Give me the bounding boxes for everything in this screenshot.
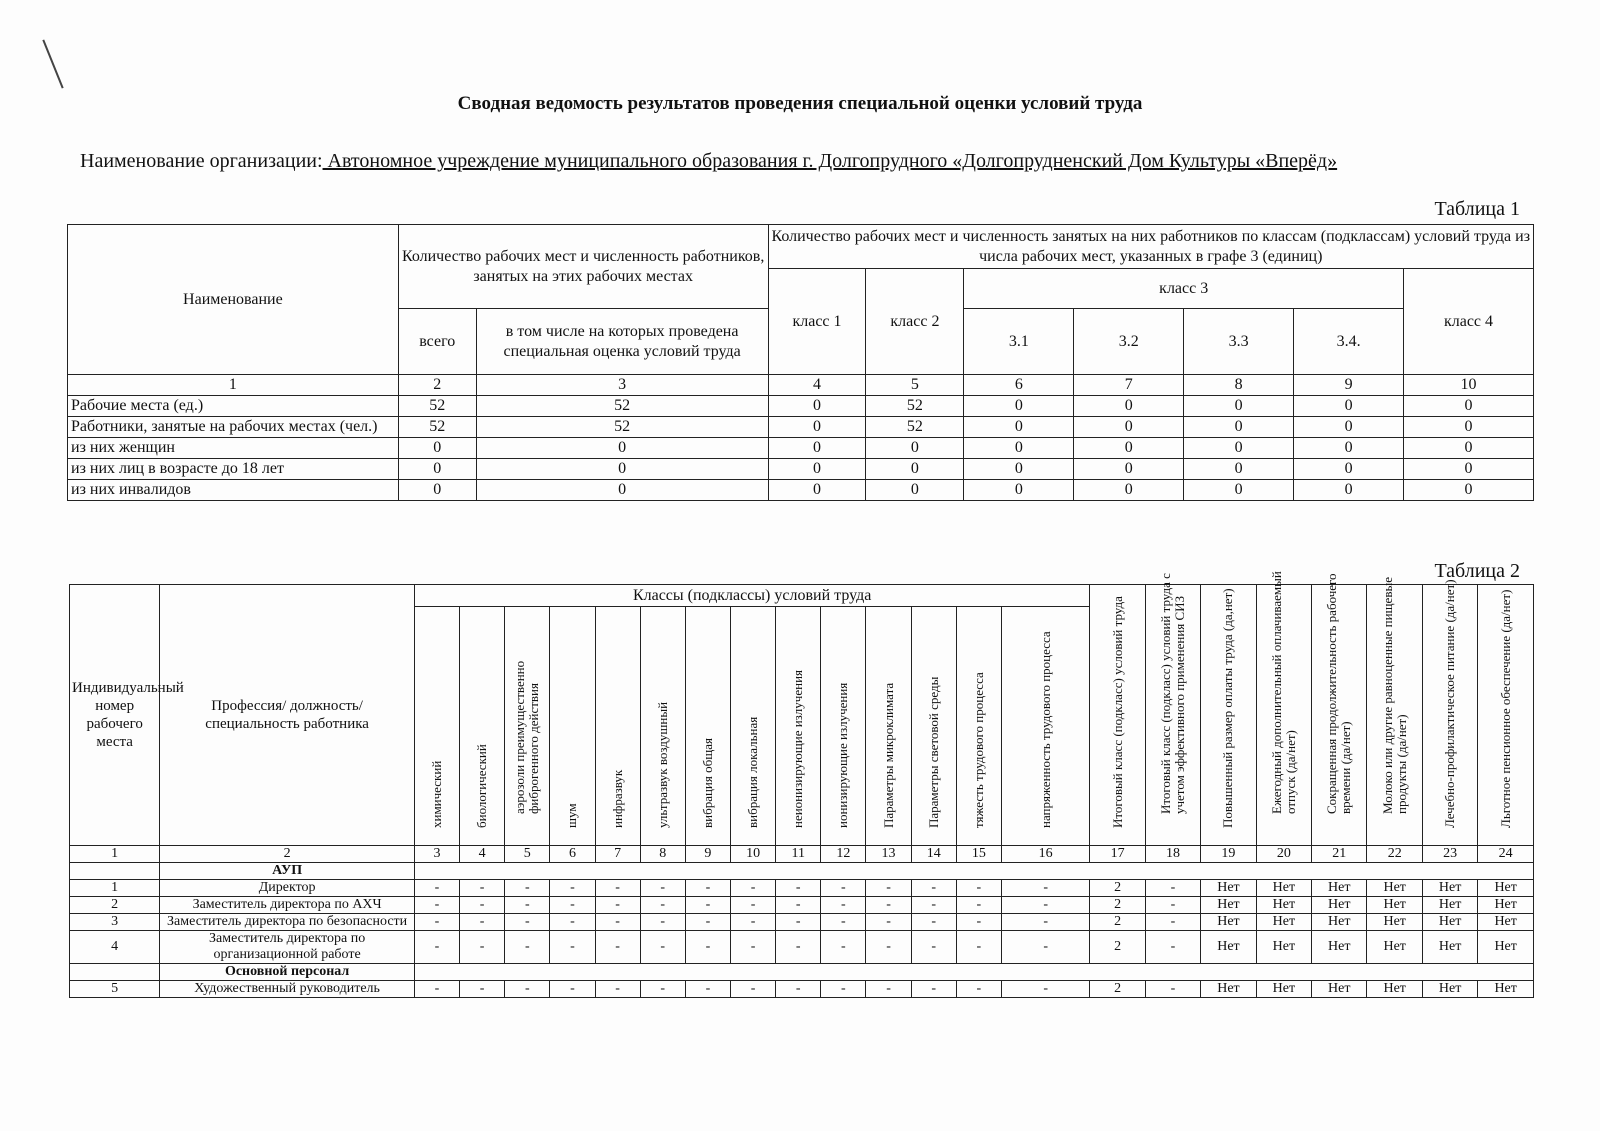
cell: - [505, 914, 550, 931]
t1-col-number: 5 [866, 375, 964, 396]
cell: - [1001, 880, 1089, 897]
cell: 0 [1074, 459, 1184, 480]
cell: - [1145, 931, 1200, 964]
cell: 2 [1090, 880, 1145, 897]
cell: 0 [398, 480, 476, 501]
cell: Нет [1422, 981, 1477, 998]
cell: - [911, 897, 956, 914]
cell: - [866, 914, 911, 931]
cell: - [956, 981, 1001, 998]
cell: 0 [398, 438, 476, 459]
table-row [70, 931, 1534, 964]
table-row [70, 981, 1534, 998]
cell: 0 [1294, 396, 1404, 417]
cell: - [550, 981, 595, 998]
cell: - [866, 897, 911, 914]
t2-col-number: 10 [731, 846, 776, 863]
cell: - [640, 931, 685, 964]
cell: - [414, 880, 459, 897]
cell: Нет [1312, 897, 1367, 914]
cell: 0 [964, 480, 1074, 501]
cell: 0 [1184, 417, 1294, 438]
cell: 0 [964, 459, 1074, 480]
cell: Нет [1256, 931, 1311, 964]
cell: 0 [768, 396, 866, 417]
cell: 0 [1404, 480, 1534, 501]
vertical-label: ультразвук воздушный [654, 701, 670, 828]
t2-col-number: 8 [640, 846, 685, 863]
t2-col-number: 19 [1201, 846, 1256, 863]
table-row [70, 880, 1534, 897]
cell: - [460, 880, 505, 897]
cell: Нет [1422, 931, 1477, 964]
cell: - [414, 931, 459, 964]
cell: - [505, 880, 550, 897]
cell: 2 [1090, 931, 1145, 964]
vertical-label: Ежегодный дополнительный оплачиваемый отпуск (да/нет) [1268, 571, 1298, 814]
cell: - [685, 931, 730, 964]
cell: Нет [1478, 931, 1534, 964]
cell: 0 [866, 459, 964, 480]
cell: - [550, 897, 595, 914]
cell: 0 [1294, 417, 1404, 438]
section-title: Основной персонал [160, 964, 415, 981]
cell: - [460, 981, 505, 998]
table2-caption: Таблица 2 [1434, 560, 1520, 582]
vertical-label: тяжесть трудового процесса [970, 672, 986, 828]
cell: Нет [1478, 981, 1534, 998]
cell: 0 [1294, 459, 1404, 480]
t1-header-total: всего [398, 309, 476, 375]
t1-col-number: 4 [768, 375, 866, 396]
vertical-label: вибрация общая [699, 738, 715, 828]
cell: 0 [476, 459, 768, 480]
cell: - [1001, 931, 1089, 964]
cell: - [956, 931, 1001, 964]
cell: Нет [1478, 914, 1534, 931]
cell: - [505, 931, 550, 964]
workplace-id: 4 [70, 931, 160, 964]
vertical-label: Параметры микроклимата [880, 682, 896, 828]
cell: Нет [1201, 880, 1256, 897]
cell: Нет [1312, 914, 1367, 931]
organization-label: Наименование организации: [80, 150, 323, 172]
vertical-label: Итоговый класс (подкласс) условий труда [1109, 596, 1125, 828]
row-label: Рабочие места (ед.) [68, 396, 399, 417]
t1-header-3-3: 3.3 [1184, 309, 1294, 375]
cell: - [460, 914, 505, 931]
cell: - [776, 897, 821, 914]
cell: Нет [1201, 931, 1256, 964]
t1-header-sout: в том числе на которых проведена специальная оценка условий труда [476, 309, 768, 375]
table1-caption: Таблица 1 [1434, 198, 1520, 220]
cell: 0 [768, 438, 866, 459]
cell: - [821, 914, 866, 931]
t1-col-number: 1 [68, 375, 399, 396]
cell: 0 [1404, 438, 1534, 459]
t2-col-number: 22 [1367, 846, 1422, 863]
cell: 0 [1074, 396, 1184, 417]
cell: 0 [768, 459, 866, 480]
t1-col-number: 7 [1074, 375, 1184, 396]
cell: 0 [1074, 417, 1184, 438]
t2-header-extra [1422, 579, 1477, 846]
table-row [70, 897, 1534, 914]
t2-factor-header [505, 607, 550, 846]
cell: - [956, 914, 1001, 931]
cell: - [1001, 981, 1089, 998]
t2-col-number: 13 [866, 846, 911, 863]
t2-factor-header [640, 607, 685, 846]
table-row [68, 459, 1534, 480]
t2-header-profession: Профессия/ должность/ специальность работника [160, 585, 415, 846]
cell: - [776, 914, 821, 931]
t2-factor-header [911, 607, 956, 846]
cell: Нет [1367, 981, 1422, 998]
cell: 52 [398, 396, 476, 417]
cell: - [1145, 914, 1200, 931]
row-label: Работники, занятые на рабочих местах (чел.) [68, 417, 399, 438]
pen-mark [42, 40, 63, 89]
workplace-id: 3 [70, 914, 160, 931]
row-label: из них инвалидов [68, 480, 399, 501]
vertical-label: Сокращенная продолжительность рабочего времени (да/нет) [1324, 573, 1354, 814]
cell: Нет [1256, 897, 1311, 914]
vertical-label: Молоко или другие равноценные пищевые продукты (да/нет) [1379, 577, 1409, 814]
cell: - [776, 931, 821, 964]
workplace-id: 5 [70, 981, 160, 998]
cell: - [731, 880, 776, 897]
cell: - [685, 880, 730, 897]
profession-name: Заместитель директора по безопасности [160, 914, 415, 931]
section-row [70, 863, 1534, 880]
t2-number-row [70, 846, 1534, 863]
vertical-label: инфразвук [609, 769, 625, 828]
cell: - [821, 880, 866, 897]
cell: - [956, 880, 1001, 897]
cell: Нет [1422, 914, 1477, 931]
cell: - [505, 897, 550, 914]
t1-header-class2: класс 2 [866, 269, 964, 375]
cell: - [821, 981, 866, 998]
cell: 0 [866, 438, 964, 459]
vertical-label: напряженность трудового процесса [1037, 631, 1053, 828]
t2-col-number: 18 [1145, 846, 1200, 863]
cell: Нет [1478, 880, 1534, 897]
cell: 52 [866, 396, 964, 417]
vertical-label: неионизирующие излучения [790, 670, 806, 828]
t2-header-classes: Классы (подклассы) условий труда [414, 585, 1089, 607]
cell: - [595, 880, 640, 897]
cell: Нет [1201, 981, 1256, 998]
cell: 0 [1184, 459, 1294, 480]
cell: 0 [1184, 480, 1294, 501]
cell: - [1001, 897, 1089, 914]
cell: - [595, 914, 640, 931]
cell: - [460, 897, 505, 914]
t1-number-row [68, 375, 1534, 396]
t2-factor-header [1001, 607, 1089, 846]
cell: Нет [1367, 914, 1422, 931]
table-row [68, 417, 1534, 438]
t1-header-3-1: 3.1 [964, 309, 1074, 375]
t1-col-number: 8 [1184, 375, 1294, 396]
t2-header-extra [1145, 573, 1200, 846]
t2-col-number: 1 [70, 846, 160, 863]
cell: Нет [1367, 931, 1422, 964]
t1-header-count: Количество рабочих мест и численность работников, занятых на этих рабочих местах [398, 225, 768, 309]
t2-col-number: 4 [460, 846, 505, 863]
cell: - [1145, 897, 1200, 914]
t2-col-number: 6 [550, 846, 595, 863]
cell: - [956, 897, 1001, 914]
cell: 0 [1184, 396, 1294, 417]
t2-header-extra [1090, 585, 1145, 846]
profession-name: Заместитель директора по организационной работе [160, 931, 415, 964]
t1-col-number: 10 [1404, 375, 1534, 396]
t2-col-number: 16 [1001, 846, 1089, 863]
cell: 2 [1090, 914, 1145, 931]
cell: Нет [1367, 897, 1422, 914]
cell [414, 964, 1533, 981]
cell: - [911, 981, 956, 998]
cell: Нет [1422, 897, 1477, 914]
cell: 0 [1404, 396, 1534, 417]
cell: - [911, 931, 956, 964]
vertical-label: ионизирующие излучения [835, 682, 851, 828]
t1-header-class4: класс 4 [1404, 269, 1534, 375]
cell: - [776, 880, 821, 897]
cell: 0 [1074, 480, 1184, 501]
cell: - [866, 880, 911, 897]
cell: - [640, 981, 685, 998]
cell: Нет [1201, 914, 1256, 931]
t2-col-number: 23 [1422, 846, 1477, 863]
cell: Нет [1312, 880, 1367, 897]
t1-col-number: 2 [398, 375, 476, 396]
table-row [68, 438, 1534, 459]
t2-col-number: 15 [956, 846, 1001, 863]
t2-col-number: 12 [821, 846, 866, 863]
t1-header-class1: класс 1 [768, 269, 866, 375]
vertical-label: шум [564, 803, 580, 828]
vertical-label: Параметры световой среды [925, 676, 941, 828]
cell: - [414, 914, 459, 931]
cell: - [595, 931, 640, 964]
t2-col-number: 20 [1256, 846, 1311, 863]
cell: - [1145, 981, 1200, 998]
t1-col-number: 9 [1294, 375, 1404, 396]
cell: - [685, 897, 730, 914]
t2-factor-header [866, 607, 911, 846]
cell: - [460, 931, 505, 964]
table-row [68, 396, 1534, 417]
cell: 52 [866, 417, 964, 438]
cell: Нет [1422, 880, 1477, 897]
t1-header-classes: Количество рабочих мест и численность занятых на них работников по классам (подклассам) условий труда из числа рабочих мест, указанных в графе 3 (единиц) [768, 225, 1533, 269]
cell: 0 [964, 396, 1074, 417]
cell: - [866, 931, 911, 964]
section-row [70, 964, 1534, 981]
vertical-label: Лечебно-профилактическое питание (да/нет) [1442, 579, 1458, 828]
cell: 0 [768, 417, 866, 438]
cell: - [640, 880, 685, 897]
cell: - [776, 981, 821, 998]
cell: 52 [398, 417, 476, 438]
t2-col-number: 24 [1478, 846, 1534, 863]
cell: 0 [964, 417, 1074, 438]
workplace-id: 2 [70, 897, 160, 914]
t2-header-extra [1256, 571, 1311, 846]
cell: - [866, 981, 911, 998]
t2-factor-header [956, 607, 1001, 846]
cell: 0 [1074, 438, 1184, 459]
cell: - [731, 931, 776, 964]
t2-factor-header [821, 607, 866, 846]
cell: - [821, 897, 866, 914]
cell: - [595, 981, 640, 998]
t2-header-extra [1201, 585, 1256, 846]
t2-factor-header [460, 607, 505, 846]
cell: - [731, 981, 776, 998]
t2-factor-header [685, 607, 730, 846]
cell: Нет [1478, 897, 1534, 914]
cell: Нет [1367, 880, 1422, 897]
document-title: Сводная ведомость результатов проведения специальной оценки условий труда [457, 93, 1143, 114]
t1-col-number: 3 [476, 375, 768, 396]
cell: - [595, 897, 640, 914]
t2-header-extra [1312, 573, 1367, 846]
t2-header-id: Индивидуальный номер рабочего места [70, 585, 160, 846]
cell: 0 [1294, 438, 1404, 459]
cell: 0 [476, 480, 768, 501]
vertical-label: Повышенный размер оплаты труда (да,нет) [1220, 588, 1236, 828]
vertical-label: химический [428, 760, 444, 828]
cell: - [821, 931, 866, 964]
t2-factor-header [414, 607, 459, 846]
t2-factor-header [731, 607, 776, 846]
vertical-label: Итоговый класс (подкласс) условий труда с учетом эффективного применения СИЗ [1158, 573, 1187, 814]
vertical-label: биологический [474, 744, 490, 828]
t2-col-number: 7 [595, 846, 640, 863]
cell: 0 [866, 480, 964, 501]
t1-col-number: 6 [964, 375, 1074, 396]
cell: Нет [1256, 880, 1311, 897]
profession-name: Заместитель директора по АХЧ [160, 897, 415, 914]
cell [414, 863, 1533, 880]
cell: - [685, 981, 730, 998]
cell: - [1001, 914, 1089, 931]
cell: - [911, 880, 956, 897]
cell: Нет [1256, 981, 1311, 998]
t1-header-3-2: 3.2 [1074, 309, 1184, 375]
cell: 52 [476, 417, 768, 438]
t2-col-number: 11 [776, 846, 821, 863]
section-title: АУП [160, 863, 415, 880]
t2-col-number: 21 [1312, 846, 1367, 863]
t2-col-number: 14 [911, 846, 956, 863]
t1-header-name: Наименование [68, 225, 399, 375]
cell: 2 [1090, 897, 1145, 914]
cell: Нет [1201, 897, 1256, 914]
cell: Нет [1312, 931, 1367, 964]
vertical-label: аэрозоли преимущественно фиброгенного действия [512, 660, 542, 814]
workplace-id: 1 [70, 880, 160, 897]
cell: - [1145, 880, 1200, 897]
t2-col-number: 2 [160, 846, 415, 863]
t1-header-class3: класс 3 [964, 269, 1404, 309]
cell: - [414, 981, 459, 998]
organization-line [80, 148, 1510, 174]
cell: 0 [476, 438, 768, 459]
summary-table [67, 224, 1534, 501]
cell: 0 [1404, 417, 1534, 438]
t2-col-number: 5 [505, 846, 550, 863]
cell: - [505, 981, 550, 998]
t2-header-extra [1478, 585, 1534, 846]
cell: - [640, 897, 685, 914]
cell: 52 [476, 396, 768, 417]
t2-col-number: 3 [414, 846, 459, 863]
cell: - [550, 914, 595, 931]
profession-name: Художественный руководитель [160, 981, 415, 998]
cell: 0 [964, 438, 1074, 459]
cell: Нет [1312, 981, 1367, 998]
table-row [70, 914, 1534, 931]
vertical-label: вибрация локальная [745, 716, 761, 828]
cell: 0 [398, 459, 476, 480]
t2-header-extra [1367, 577, 1422, 846]
cell: Нет [1256, 914, 1311, 931]
cell: 0 [1294, 480, 1404, 501]
cell: - [685, 914, 730, 931]
t2-factor-header [595, 607, 640, 846]
cell: 2 [1090, 981, 1145, 998]
cell: - [640, 914, 685, 931]
cell [70, 863, 160, 880]
cell: 0 [1184, 438, 1294, 459]
t1-header-3-4: 3.4. [1294, 309, 1404, 375]
cell: 0 [1404, 459, 1534, 480]
cell: - [731, 914, 776, 931]
organization-name: Автономное учреждение муниципального образования г. Долгопрудного «Долгопрудненский Дом Культуры «Вперёд» [322, 150, 1338, 172]
cell: 0 [768, 480, 866, 501]
cell: - [550, 880, 595, 897]
cell: - [550, 931, 595, 964]
t2-factor-header [550, 607, 595, 846]
t2-col-number: 17 [1090, 846, 1145, 863]
t2-col-number: 9 [685, 846, 730, 863]
cell: - [414, 897, 459, 914]
cell [70, 964, 160, 981]
profession-name: Директор [160, 880, 415, 897]
table-row [68, 480, 1534, 501]
row-label: из них лиц в возрасте до 18 лет [68, 459, 399, 480]
cell: - [911, 914, 956, 931]
cell: - [731, 897, 776, 914]
t2-factor-header [776, 607, 821, 846]
row-label: из них женщин [68, 438, 399, 459]
vertical-label: Льготное пенсионное обеспечение (да/нет) [1497, 589, 1513, 828]
